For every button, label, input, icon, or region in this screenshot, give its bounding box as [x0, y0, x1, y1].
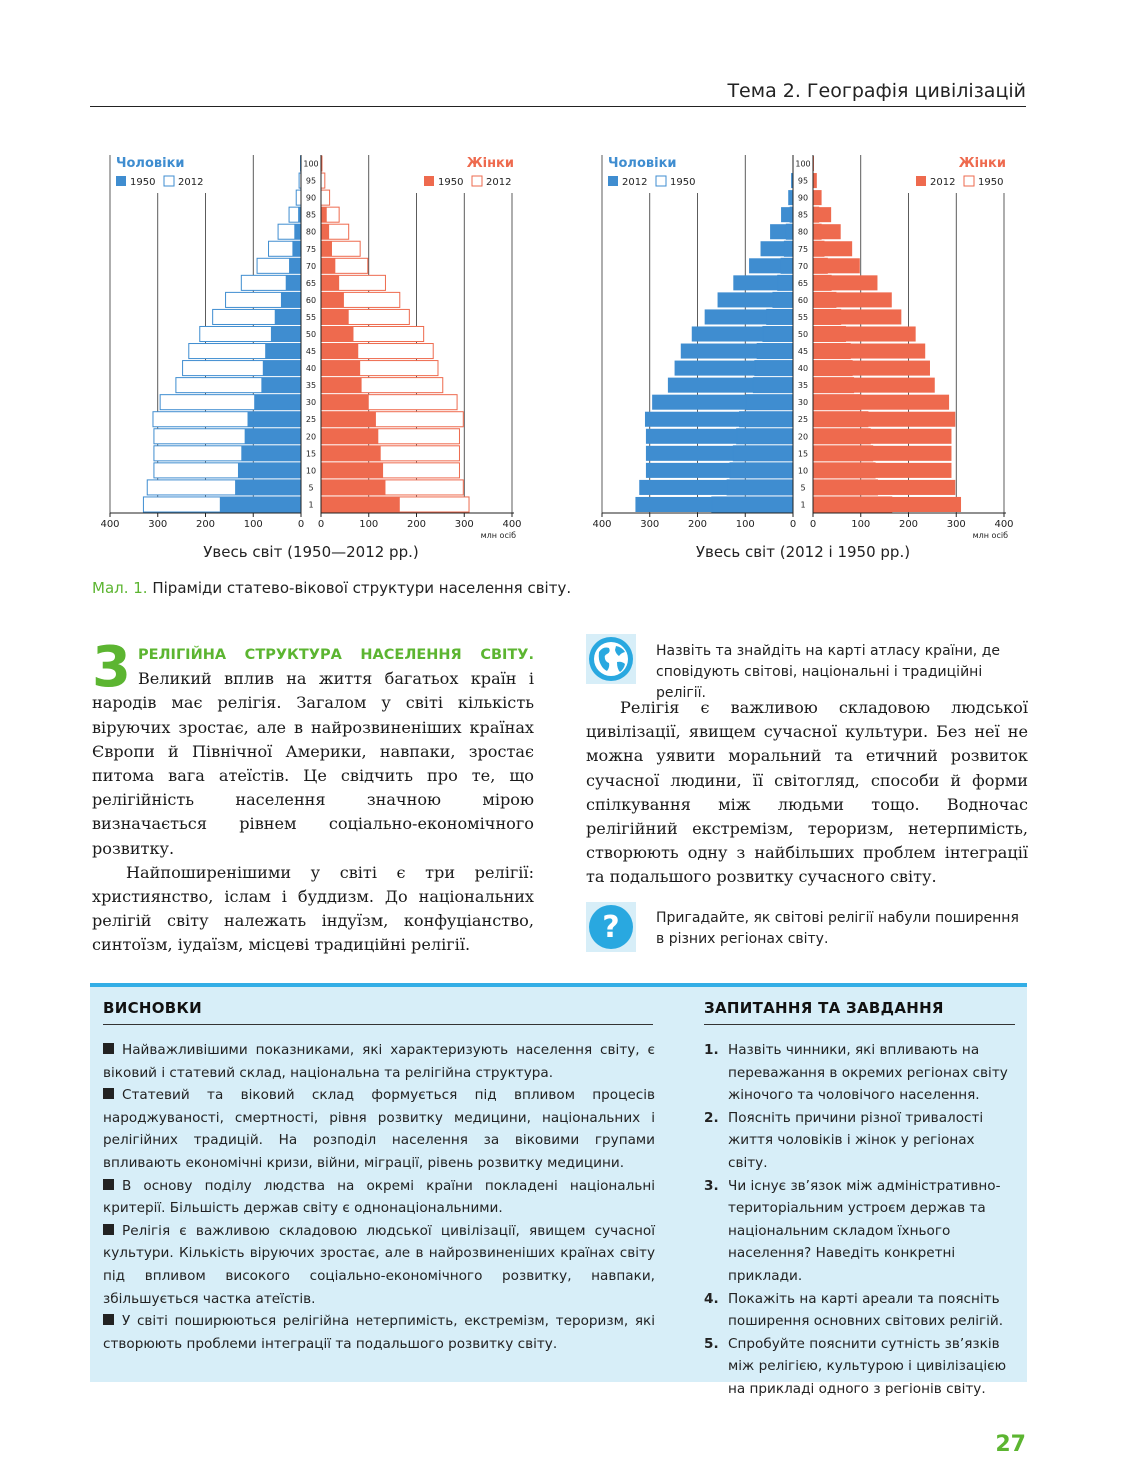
age-tick-label: 25: [797, 415, 809, 425]
men-bar-front: [248, 412, 301, 427]
age-tick-label: 5: [800, 483, 806, 493]
legend-swatch-filled: [116, 176, 126, 186]
x-tick-label: 400: [994, 519, 1014, 530]
men-bar-front: [289, 258, 301, 273]
section-heading: РЕЛІГІЙНА СТРУКТУРА НАСЕЛЕННЯ СВІТУ.: [137, 647, 534, 663]
age-tick-label: 15: [305, 449, 317, 459]
women-bar-front: [321, 258, 335, 273]
legend-label: 1950: [978, 177, 1004, 188]
age-tick-label: 15: [797, 449, 809, 459]
x-tick-label: 200: [406, 519, 427, 530]
men-bar-front: [235, 480, 301, 495]
age-tick-label: 100: [303, 159, 319, 169]
women-bar-front: [321, 429, 378, 444]
men-bar-front: [265, 344, 301, 359]
men-bar-back: [788, 190, 793, 205]
age-tick-label: 40: [797, 364, 809, 374]
women-bar-back: [813, 224, 841, 239]
men-bar-back: [652, 395, 793, 410]
population-pyramid-2012-1950: [582, 145, 1022, 545]
men-bar-back: [675, 361, 793, 376]
men-bar-back: [646, 446, 793, 461]
age-tick-label: 80: [305, 227, 317, 237]
header-divider: [90, 106, 1026, 107]
age-tick-label: 95: [797, 176, 809, 186]
men-title: Чоловіки: [116, 156, 185, 171]
conclusion-item: [103, 1220, 655, 1310]
women-bar-back: [813, 480, 955, 495]
age-tick-label: 75: [797, 244, 809, 254]
section-paragraph-1: Великий вплив на життя багатьох країн і народів має релігія. Загалом у світі кількість віруючих зростає, але в найрозвиненіших країнах Європи й Північної Америки, навпаки, зростає питома вага атеїстів. Це свідчить про те, що релігійність населення значною мірою визначається рівнем соціально-економічного розвитку.: [92, 669, 534, 858]
men-bar-back: [296, 190, 301, 205]
question-text: Назвіть чинники, які впливають на переважання в окремих регіонах світу жіночого та чоловічого населення.: [728, 1042, 1008, 1104]
age-tick-label: 45: [305, 347, 317, 357]
age-tick-label: 10: [797, 466, 809, 476]
men-bar-front: [245, 429, 301, 444]
men-bar-back: [770, 224, 793, 239]
women-bar-front: [321, 309, 349, 324]
men-bar-front: [294, 224, 301, 239]
women-bar-back: [813, 326, 916, 341]
age-tick-label: 45: [797, 347, 809, 357]
bullet-square-icon: [103, 1088, 114, 1099]
legend-swatch-outline: [964, 176, 974, 186]
women-bar-back: [813, 378, 935, 393]
age-tick-label: 35: [305, 381, 317, 391]
age-tick-label: 75: [305, 244, 317, 254]
x-tick-label: 0: [789, 519, 797, 530]
men-bar-back: [646, 463, 793, 478]
women-bar-back: [813, 446, 951, 461]
women-bar-back: [813, 190, 822, 205]
section-paragraph-2: Найпоширенішими у світі є три релігії: християнство, іслам і буддизм. До національних релігій світу належать індуїзм, конфуціанство, синтоїзм, іудаїзм, місцеві традиційні релігії.: [92, 862, 534, 955]
bullet-square-icon: [103, 1314, 114, 1325]
age-tick-label: 20: [797, 432, 809, 442]
age-tick-label: 30: [797, 398, 809, 408]
women-bar-front: [321, 446, 381, 461]
legend-label: 2012: [930, 177, 956, 188]
age-tick-label: 80: [797, 227, 809, 237]
conclusion-text: Найважливішими показниками, які характеризують населення світу, є віковий і статевий склад, національна та релігійна структура.: [103, 1042, 655, 1081]
women-bar-front: [321, 395, 369, 410]
conclusion-text: Релігія є важливою складовою людської цивілізації, явищем сучасної культури. Кількість віруючих зростає, але в найрозвиненіших країнах світу під впливом високого соціально-економічного розвитку, навпаки, збільшується частка атеїстів.: [103, 1222, 655, 1307]
women-bar-front: [321, 463, 383, 478]
legend-label: 1950: [130, 177, 156, 188]
x-tick-label: 100: [735, 519, 755, 530]
x-tick-label: 200: [195, 519, 216, 530]
legend-swatch-filled: [608, 176, 618, 186]
population-pyramid-1950-2012: [90, 145, 530, 545]
women-bar-back: [813, 309, 901, 324]
women-bar-back: [813, 292, 892, 307]
age-tick-label: 35: [797, 381, 809, 391]
age-tick-label: 5: [308, 483, 314, 493]
age-tick-label: 90: [797, 193, 809, 203]
women-bar-front: [321, 241, 332, 256]
legend-label: 2012: [178, 177, 204, 188]
question-mark: ?: [602, 910, 620, 945]
women-bar-back: [813, 361, 930, 376]
bullet-square-icon: [103, 1043, 114, 1054]
women-bar-back: [813, 463, 951, 478]
x-tick-label: 200: [898, 519, 919, 530]
women-bar-back: [813, 241, 852, 256]
age-tick-label: 55: [797, 312, 809, 322]
men-bar-front: [220, 497, 301, 512]
age-tick-label: 70: [305, 261, 317, 271]
legend-swatch-outline: [164, 176, 174, 186]
men-title: Чоловіки: [608, 156, 677, 171]
bullet-square-icon: [103, 1224, 114, 1235]
question-number: 3.: [704, 1177, 719, 1194]
section-number: 3: [92, 635, 131, 700]
unit-label: млн осіб: [972, 531, 1008, 540]
women-bar-back: [813, 207, 831, 222]
conclusion-item: [103, 1084, 655, 1174]
women-bar-back: [813, 275, 877, 290]
map-task-note: Назвіть та знайдіть на карті атласу країни, де сповідують світові, національні і традиційні релігії.: [656, 643, 1000, 701]
x-tick-label: 100: [243, 519, 263, 530]
conclusion-item: [103, 1039, 655, 1084]
women-bar-front: [321, 412, 376, 427]
men-bar-front: [292, 241, 301, 256]
age-tick-label: 95: [305, 176, 317, 186]
conclusions-heading: ВИСНОВКИ: [103, 999, 202, 1017]
conclusion-text: У світі поширюються релігійна нетерпимість, екстремізм, тероризм, які створюють проблеми інтеграції та подальшого розвитку світу.: [103, 1313, 655, 1352]
religion-section: [92, 635, 534, 958]
x-tick-label: 300: [454, 519, 474, 530]
questions-divider: [704, 1024, 1015, 1025]
legend-label: 1950: [438, 177, 464, 188]
legend-label: 1950: [670, 177, 696, 188]
conclusion-text: Статевий та віковий склад формується під впливом процесів народжуваності, смертності, рівня розвитку медицини, національних і релігійних традицій. На розподіл населення за віковими групами впливають економічні кризи, війни, міграції, рівень розвитку медицини.: [103, 1087, 655, 1171]
bullet-square-icon: [103, 1179, 114, 1190]
age-tick-label: 1: [308, 500, 314, 510]
men-bar-front: [261, 378, 301, 393]
women-bar-front: [321, 344, 358, 359]
women-title: Жінки: [466, 156, 514, 171]
conclusion-item: [103, 1175, 655, 1220]
women-bar-front: [321, 378, 362, 393]
question-number: 4.: [704, 1290, 719, 1307]
age-tick-label: 20: [305, 432, 317, 442]
legend-swatch-outline: [472, 176, 482, 186]
age-tick-label: 50: [797, 330, 809, 339]
question-item: [704, 1107, 1014, 1175]
women-bar-back: [813, 258, 860, 273]
women-bar-back: [813, 173, 817, 188]
men-bar-back: [681, 344, 793, 359]
question-item: [704, 1288, 1014, 1333]
men-bar-back: [692, 326, 793, 341]
legend-swatch-filled: [916, 176, 926, 186]
legend-label: 2012: [486, 177, 512, 188]
age-tick-label: 1: [800, 500, 806, 510]
left-pyramid-caption: Увесь світ (1950—2012 рр.): [203, 543, 419, 561]
men-bar-back: [635, 497, 793, 512]
men-bar-front: [275, 309, 301, 324]
men-bar-back: [645, 412, 793, 427]
legend-swatch-filled: [424, 176, 434, 186]
question-text: Спробуйте пояснити сутність зв’язків між релігією, культурою і цивілізацією на прикладі одного з регіонів світу.: [728, 1335, 1007, 1397]
question-icon: [586, 902, 636, 952]
men-bar-front: [263, 361, 301, 376]
men-bar-front: [241, 446, 301, 461]
question-text: Поясніть причини різної тривалості життя чоловіків і жінок у регіонах світу.: [728, 1109, 984, 1171]
women-bar-back: [813, 412, 955, 427]
unit-label: млн осіб: [480, 531, 516, 540]
x-tick-label: 400: [100, 519, 120, 530]
x-tick-label: 300: [148, 519, 168, 530]
x-tick-label: 300: [946, 519, 966, 530]
age-tick-label: 65: [797, 278, 809, 288]
men-bar-back: [668, 378, 793, 393]
women-bar-front: [321, 292, 344, 307]
age-tick-label: 60: [305, 295, 317, 305]
age-tick-label: 85: [305, 210, 317, 220]
conclusions-divider: [103, 1024, 653, 1025]
women-bar-front: [321, 275, 339, 290]
men-bar-back: [749, 258, 793, 273]
age-tick-label: 40: [305, 364, 317, 374]
questions-heading: ЗАПИТАННЯ ТА ЗАВДАННЯ: [704, 999, 944, 1017]
men-bar-front: [238, 463, 301, 478]
x-tick-label: 100: [359, 519, 379, 530]
question-number: 2.: [704, 1109, 719, 1126]
women-bar-back: [813, 429, 951, 444]
questions-list: [704, 1039, 1014, 1401]
women-title: Жінки: [958, 156, 1006, 171]
women-bar-back: [813, 344, 925, 359]
women-bar-front: [321, 224, 329, 239]
women-bar-front: [321, 480, 385, 495]
men-bar-back: [761, 241, 793, 256]
right-pyramid-caption: Увесь світ (2012 і 1950 рр.): [695, 543, 911, 561]
men-bar-front: [281, 292, 301, 307]
age-tick-label: 70: [797, 261, 809, 271]
page-number: 27: [995, 1432, 1026, 1457]
women-bar-back: [321, 190, 330, 205]
question-item: [704, 1175, 1014, 1288]
legend-swatch-outline: [656, 176, 666, 186]
x-tick-label: 400: [502, 519, 522, 530]
figure-caption-text: Піраміди статево-вікової структури населення світу.: [152, 579, 572, 597]
x-tick-label: 300: [640, 519, 660, 530]
men-bar-back: [781, 207, 793, 222]
age-tick-label: 10: [305, 466, 317, 476]
summary-panel: [90, 983, 1027, 1397]
x-tick-label: 0: [297, 519, 305, 530]
question-number: 1.: [704, 1042, 719, 1058]
x-tick-label: 0: [317, 519, 325, 530]
question-text: Чи існує зв’язок між адміністративно-територіальним устроєм держав та національним складом їхнього населення? Наведіть конкретні приклади.: [728, 1177, 1001, 1284]
chapter-title: Тема 2. Географія цивілізацій: [727, 80, 1026, 102]
age-tick-label: 60: [797, 295, 809, 305]
figure-caption: [92, 579, 571, 597]
question-item: [704, 1333, 1014, 1401]
x-tick-label: 0: [809, 519, 817, 530]
x-tick-label: 400: [592, 519, 612, 530]
conclusions-list: [103, 1039, 655, 1355]
men-bar-back: [718, 292, 793, 307]
age-tick-label: 25: [305, 415, 317, 425]
men-bar-back: [733, 275, 793, 290]
age-tick-label: 30: [305, 398, 317, 408]
men-bar-front: [271, 326, 301, 341]
women-bar-front: [321, 361, 360, 376]
x-tick-label: 200: [687, 519, 708, 530]
globe-icon: [586, 634, 636, 684]
conclusion-item: [103, 1310, 655, 1355]
men-bar-front: [254, 395, 301, 410]
age-tick-label: 50: [305, 330, 317, 339]
figure-label: Мал. 1.: [92, 579, 148, 597]
women-bar-back: [321, 173, 325, 188]
women-bar-front: [321, 207, 327, 222]
men-bar-back: [646, 429, 793, 444]
men-bar-front: [286, 275, 301, 290]
question-number: 5.: [704, 1335, 719, 1352]
recall-note: Пригадайте, як світові релігії набули поширення в різних регіонах світу.: [656, 910, 1019, 947]
x-tick-label: 100: [851, 519, 871, 530]
question-text: Покажіть на карті ареали та поясніть поширення основних світових релігій.: [728, 1290, 1004, 1330]
age-tick-label: 85: [797, 210, 809, 220]
age-tick-label: 100: [795, 159, 811, 169]
age-tick-label: 55: [305, 312, 317, 322]
women-bar-back: [813, 395, 949, 410]
women-bar-front: [321, 326, 353, 341]
religion-paragraph: Релігія є важливою складовою людської цивілізації, явищем сучасної культури. Без неї не можна уявити моральний та етичний розвиток сучасної людини, її світогляд, способи й форми спілкування між людьми тощо. Водночас релігійний екстремізм, тероризм, нетерпимість, створюють одну з найбільших проблем інтеграції та подальшого розвитку сучасного світу.: [586, 698, 1028, 887]
conclusion-text: В основу поділу людства на окремі країни покладені національні критерії. Більшість держав світу є однонаціональними.: [103, 1177, 655, 1217]
men-bar-back: [705, 309, 793, 324]
age-tick-label: 65: [305, 278, 317, 288]
women-bar-back: [813, 497, 961, 512]
legend-label: 2012: [622, 177, 648, 188]
age-tick-label: 90: [305, 193, 317, 203]
men-bar-back: [639, 480, 793, 495]
women-bar-front: [321, 497, 400, 512]
question-item: [704, 1039, 1014, 1107]
